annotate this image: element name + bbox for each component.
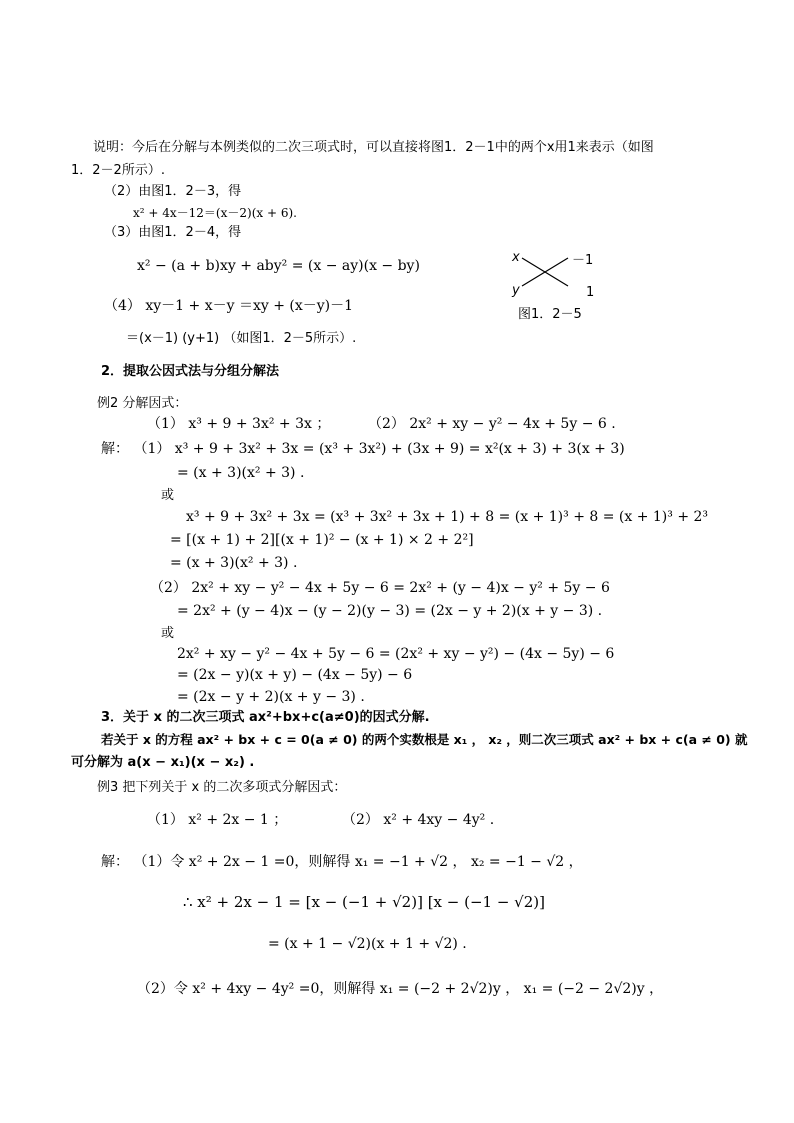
cross-label-y: y (512, 283, 520, 298)
figure-caption: 图1．2－5 (518, 307, 582, 322)
solution-2-alt-line-3: = (2x − y + 2)(x + y − 3) . (177, 689, 365, 705)
solution-3-line-1: 解： （1）令 x² + 2x − 1 =0，则解得 x₁ = −1 + √2 ， x₂ = −1 − √2 ， (101, 854, 583, 870)
or-label-2: 或 (161, 626, 175, 641)
solution-3-line-2: ∴ x² + 2x − 1 = [x − (−1 + √2)] [x − (−1 − √2)] (183, 893, 545, 911)
solution-3-line-4: （2）令 x² + 4xy − 4y² =0，则解得 x₁ = (−2 + 2√2)y ， x₁ = (−2 − 2√2)y ， (137, 981, 664, 997)
case-2-formula: x² + 4x－12＝(x－2)(x + 6). (133, 206, 297, 220)
solution-1-alt-line-1: x³ + 9 + 3x² + 3x = (x³ + 3x² + 3x + 1) + 8 = (x + 1)³ + 8 = (x + 1)³ + 2³ (186, 509, 709, 525)
solution-2-line-1: （2） 2x² + xy − y² − 4x + 5y − 6 = 2x² + (y − 4)x − y² + 5y − 6 (150, 580, 610, 596)
or-label-1: 或 (161, 488, 175, 503)
case-4-line-1: （4） xy－1 + x－y ＝xy + (x－y)－1 (104, 298, 354, 314)
example-3-heading: 例3 把下列关于 x 的二次多项式分解因式： (97, 780, 347, 795)
cross-label-top: －1 (572, 253, 594, 268)
solution-2-line-2: = 2x² + (y − 4)x − (y − 2)(y − 3) = (2x − y + 2)(x + y − 3) . (177, 603, 603, 619)
cross-label-x: x (512, 250, 520, 265)
example-2-q2: （2） 2x² + xy − y² − 4x + 5y − 6 . (368, 416, 616, 432)
cross-diagram (508, 250, 608, 330)
solution-3-line-3: = (x + 1 − √2)(x + 1 + √2) . (268, 936, 467, 952)
theorem-line-1: 若关于 x 的方程 ax² + bx + c = 0(a ≠ 0) 的两个实数根是 x₁ ， x₂ ，则二次三项式 ax² + bx + c(a ≠ 0) 就 (101, 732, 748, 747)
solution-1-alt-line-3: = (x + 3)(x² + 3) . (170, 555, 298, 571)
solution-1-line-2: = (x + 3)(x² + 3) . (177, 465, 305, 481)
section-3-title: 3．关于 x 的二次三项式 ax²+bx+c(a≠0)的因式分解. (101, 710, 430, 725)
example-2-heading: 例2 分解因式： (97, 396, 188, 411)
example-2-q1: （1） x³ + 9 + 3x² + 3x ； (147, 416, 331, 432)
solution-2-alt-line-2: = (2x − y)(x + y) − (4x − 5y) − 6 (177, 667, 413, 683)
note-line-1: 说明：今后在分解与本例类似的二次三项式时，可以直接将图1．2－1中的两个x用1来表示（如图 (93, 140, 654, 155)
case-4-line-2: ＝(x－1) (y+1) （如图1．2－5所示）. (126, 331, 357, 346)
cross-label-bottom: 1 (586, 285, 595, 300)
case-3-formula: x² − (a + b)xy + aby² = (x − ay)(x − by) (137, 258, 420, 274)
note-line-2: 1．2－2所示）. (71, 163, 165, 178)
case-3-heading: （3）由图1．2－4，得 (104, 225, 242, 240)
theorem-line-2: 可分解为 a(x − x₁)(x − x₂) . (71, 755, 255, 770)
solution-1-line-1: 解： （1） x³ + 9 + 3x² + 3x = (x³ + 3x²) + (3x + 9) = x²(x + 3) + 3(x + 3) (101, 441, 625, 457)
example-3-q1: （1） x² + 2x − 1 ； (147, 812, 288, 828)
case-2-heading: （2）由图1．2－3，得 (104, 184, 242, 199)
solution-1-alt-line-2: = [(x + 1) + 2][(x + 1)² − (x + 1) × 2 + 2²] (170, 532, 474, 548)
solution-2-alt-line-1: 2x² + xy − y² − 4x + 5y − 6 = (2x² + xy − y²) − (4x − 5y) − 6 (177, 646, 615, 662)
section-2-title: 2．提取公因式法与分组分解法 (101, 364, 280, 379)
example-3-q2: （2） x² + 4xy − 4y² . (342, 812, 495, 828)
